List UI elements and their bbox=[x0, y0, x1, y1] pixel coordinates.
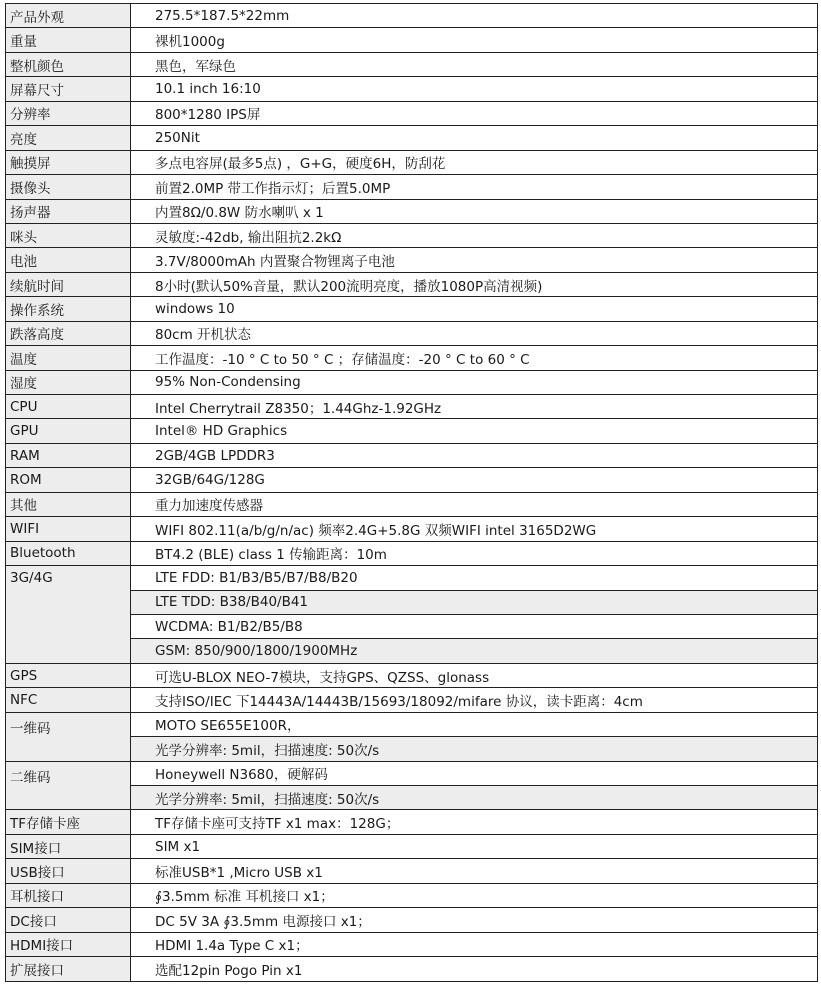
spec-row bbox=[6, 4, 818, 28]
spec-value: 2GB/4GB LPDDR3 bbox=[131, 443, 818, 467]
spec-label: CPU bbox=[6, 395, 131, 419]
spec-value: 支持ISO/IEC 下14443A/14443B/15693/18092/mifare 协议，读卡距离：4cm bbox=[131, 688, 818, 712]
spec-row bbox=[6, 223, 818, 247]
spec-value: 工作温度：-10 ° C to 50 ° C ；存储温度：-20 ° C to 60 ° C bbox=[131, 346, 818, 370]
spec-label: 温度 bbox=[6, 346, 131, 370]
spec-value: 前置2.0MP 带工作指示灯；后置5.0MP bbox=[131, 175, 818, 199]
spec-label: WIFI bbox=[6, 517, 131, 541]
spec-value: HDMI 1.4a Type C x1； bbox=[131, 932, 818, 956]
spec-label: 扬声器 bbox=[6, 199, 131, 223]
spec-label: 续航时间 bbox=[6, 272, 131, 296]
spec-row bbox=[6, 517, 818, 541]
spec-table bbox=[5, 3, 818, 982]
spec-row bbox=[6, 468, 818, 492]
spec-value: Honeywell N3680，硬解码 bbox=[131, 761, 818, 785]
spec-label: 触摸屏 bbox=[6, 150, 131, 174]
spec-value: 10.1 inch 16:10 bbox=[131, 77, 818, 101]
spec-row bbox=[6, 908, 818, 932]
spec-label: 二维码 bbox=[6, 761, 131, 810]
spec-label: RAM bbox=[6, 443, 131, 467]
spec-label: 湿度 bbox=[6, 370, 131, 394]
spec-label: HDMI接口 bbox=[6, 932, 131, 956]
spec-row bbox=[6, 52, 818, 76]
spec-row bbox=[6, 443, 818, 467]
spec-label: USB接口 bbox=[6, 859, 131, 883]
spec-label: 一维码 bbox=[6, 712, 131, 761]
spec-value: 选配12pin Pogo Pin x1 bbox=[131, 957, 818, 981]
spec-label: 分辨率 bbox=[6, 101, 131, 125]
spec-row bbox=[6, 761, 818, 785]
spec-table-body bbox=[6, 4, 818, 982]
spec-label: TF存储卡座 bbox=[6, 810, 131, 834]
spec-row bbox=[6, 126, 818, 150]
spec-row bbox=[6, 28, 818, 52]
spec-value: WIFI 802.11(a/b/g/n/ac) 频率2.4G+5.8G 双频WIFI intel 3165D2WG bbox=[131, 517, 818, 541]
spec-value: 标准USB*1 ,Micro USB x1 bbox=[131, 859, 818, 883]
spec-value: 重力加速度传感器 bbox=[131, 492, 818, 516]
spec-value: 黑色，军绿色 bbox=[131, 52, 818, 76]
spec-value: DC 5V 3A ∮3.5mm 电源接口 x1； bbox=[131, 908, 818, 932]
spec-label: 操作系统 bbox=[6, 297, 131, 321]
spec-row bbox=[6, 541, 818, 565]
spec-label: 3G/4G bbox=[6, 566, 131, 664]
spec-value: 裸机1000g bbox=[131, 28, 818, 52]
spec-value: 可选U-BLOX NEO-7模块，支持GPS、QZSS、glonass bbox=[131, 663, 818, 687]
spec-value: SIM x1 bbox=[131, 834, 818, 858]
spec-label: 咪头 bbox=[6, 223, 131, 247]
spec-label: 重量 bbox=[6, 28, 131, 52]
spec-value: windows 10 bbox=[131, 297, 818, 321]
spec-value: 32GB/64G/128G bbox=[131, 468, 818, 492]
spec-value: 800*1280 IPS屏 bbox=[131, 101, 818, 125]
spec-row bbox=[6, 77, 818, 101]
spec-row bbox=[6, 248, 818, 272]
spec-label: 整机颜色 bbox=[6, 52, 131, 76]
spec-row bbox=[6, 272, 818, 296]
spec-label: 屏幕尺寸 bbox=[6, 77, 131, 101]
spec-row bbox=[6, 321, 818, 345]
spec-row bbox=[6, 150, 818, 174]
spec-value: 多点电容屏(最多5点) ，G+G，硬度6H，防刮花 bbox=[131, 150, 818, 174]
spec-value: 80cm 开机状态 bbox=[131, 321, 818, 345]
spec-label: NFC bbox=[6, 688, 131, 712]
spec-label: 扩展接口 bbox=[6, 957, 131, 981]
spec-value: MOTO SE655E100R， bbox=[131, 712, 818, 736]
spec-row bbox=[6, 370, 818, 394]
spec-value: ∮3.5mm 标准 耳机接口 x1； bbox=[131, 883, 818, 907]
spec-label: 跌落高度 bbox=[6, 321, 131, 345]
spec-value: LTE TDD: B38/B40/B41 bbox=[131, 590, 818, 614]
spec-row bbox=[6, 810, 818, 834]
spec-value: 灵敏度:-42db, 输出阻抗2.2kΩ bbox=[131, 223, 818, 247]
spec-value: 光学分辨率: 5mil，扫描速度: 50次/s bbox=[131, 737, 818, 761]
spec-label: ROM bbox=[6, 468, 131, 492]
spec-value: 95% Non-Condensing bbox=[131, 370, 818, 394]
spec-row bbox=[6, 883, 818, 907]
spec-value: TF存储卡座可支持TF x1 max：128G； bbox=[131, 810, 818, 834]
spec-row bbox=[6, 663, 818, 687]
spec-label: 产品外观 bbox=[6, 4, 131, 28]
spec-row bbox=[6, 419, 818, 443]
spec-row bbox=[6, 395, 818, 419]
spec-value: LTE FDD: B1/B3/B5/B7/B8/B20 bbox=[131, 566, 818, 590]
spec-value: 275.5*187.5*22mm bbox=[131, 4, 818, 28]
spec-label: 电池 bbox=[6, 248, 131, 272]
spec-row bbox=[6, 712, 818, 736]
spec-value: 250Nit bbox=[131, 126, 818, 150]
spec-value: 内置8Ω/0.8W 防水喇叭 x 1 bbox=[131, 199, 818, 223]
spec-label: GPS bbox=[6, 663, 131, 687]
spec-value: 光学分辨率: 5mil，扫描速度: 50次/s bbox=[131, 786, 818, 810]
spec-row bbox=[6, 957, 818, 981]
spec-label: GPU bbox=[6, 419, 131, 443]
spec-label: 其他 bbox=[6, 492, 131, 516]
spec-label: 耳机接口 bbox=[6, 883, 131, 907]
spec-value: 8小时(默认50%音量，默认200流明亮度，播放1080P高清视频) bbox=[131, 272, 818, 296]
spec-row bbox=[6, 566, 818, 590]
spec-value: 3.7V/8000mAh 内置聚合物锂离子电池 bbox=[131, 248, 818, 272]
spec-row bbox=[6, 199, 818, 223]
spec-row bbox=[6, 932, 818, 956]
spec-row bbox=[6, 859, 818, 883]
spec-label: DC接口 bbox=[6, 908, 131, 932]
spec-row bbox=[6, 346, 818, 370]
spec-row bbox=[6, 688, 818, 712]
spec-label: 亮度 bbox=[6, 126, 131, 150]
spec-value: Intel Cherrytrail Z8350；1.44Ghz-1.92GHz bbox=[131, 395, 818, 419]
spec-value: Intel® HD Graphics bbox=[131, 419, 818, 443]
spec-row bbox=[6, 492, 818, 516]
spec-label: 摄像头 bbox=[6, 175, 131, 199]
spec-row bbox=[6, 834, 818, 858]
spec-row bbox=[6, 175, 818, 199]
spec-row bbox=[6, 297, 818, 321]
spec-label: Bluetooth bbox=[6, 541, 131, 565]
spec-row bbox=[6, 101, 818, 125]
spec-value: WCDMA: B1/B2/B5/B8 bbox=[131, 614, 818, 638]
spec-value: GSM: 850/900/1800/1900MHz bbox=[131, 639, 818, 663]
spec-label: SIM接口 bbox=[6, 834, 131, 858]
spec-value: BT4.2 (BLE) class 1 传输距离：10m bbox=[131, 541, 818, 565]
